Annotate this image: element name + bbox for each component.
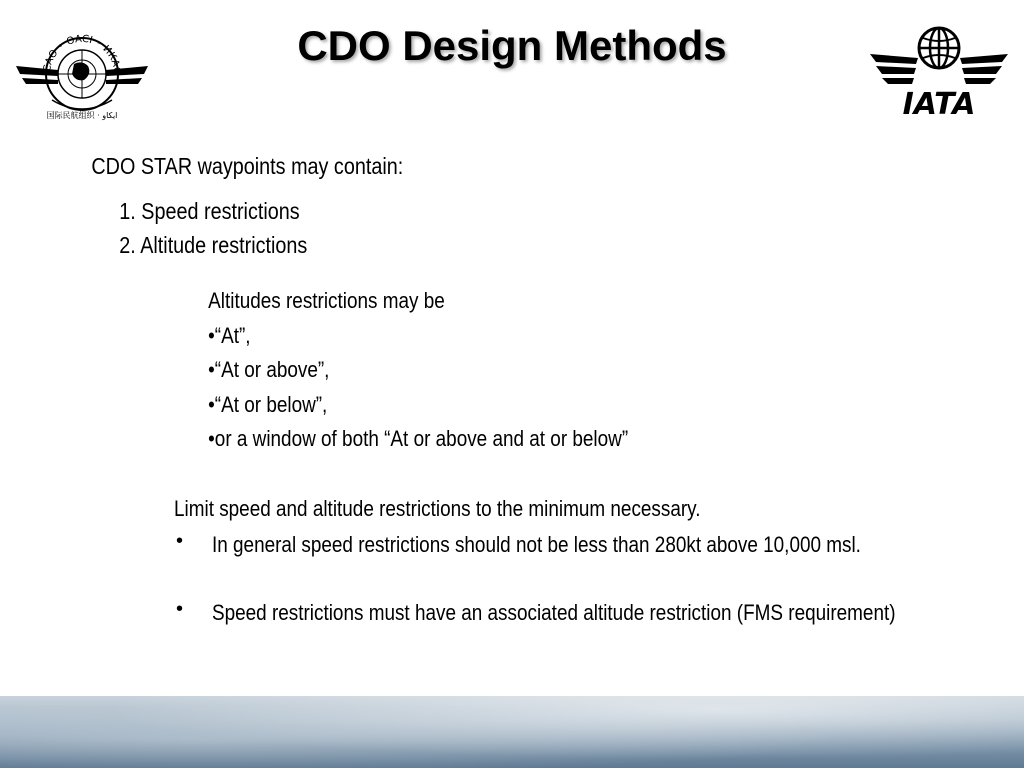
svg-text:ICAO ◦ OACI ◦ ИКАО: ICAO ◦ OACI ◦ ИКАО [41, 33, 123, 76]
iata-logo [868, 22, 1010, 118]
altitude-item: •“At or above”, [208, 357, 330, 382]
bullet-text: In general speed restrictions should not be less than 280kt above 10,000 msl. [212, 532, 861, 557]
altitude-item: •or a window of both “At or above and at or below” [208, 426, 629, 451]
altitude-item: •“At”, [208, 322, 251, 348]
bullet-icon: • [176, 530, 184, 552]
slide-title: CDO Design Methods [297, 22, 727, 69]
svg-text:IATA: IATA [902, 87, 976, 118]
altitude-item: •“At or below”, [208, 391, 328, 417]
bullet-text: Speed restrictions must have an associated altitude restriction (FMS requirement) [212, 600, 896, 625]
altitude-block [208, 286, 628, 459]
sky-photo-band [0, 696, 1024, 768]
limit-heading: Limit speed and altitude restrictions to the minimum necessary. [174, 496, 701, 521]
numbered-item: 1. Speed restrictions [119, 198, 300, 224]
icao-logo [12, 14, 152, 132]
altitude-heading: Altitudes restrictions may be [208, 288, 445, 313]
svg-text:国际民航组织 · ايكاو: 国际民航组织 · ايكاو [46, 111, 118, 120]
list-item [174, 528, 861, 596]
limit-block [174, 494, 896, 664]
numbered-item: 2. Altitude restrictions [119, 232, 308, 258]
list-item [174, 596, 896, 664]
intro-text: CDO STAR waypoints may contain: [91, 153, 404, 179]
bullet-icon: • [176, 598, 184, 620]
numbered-list [119, 196, 307, 264]
